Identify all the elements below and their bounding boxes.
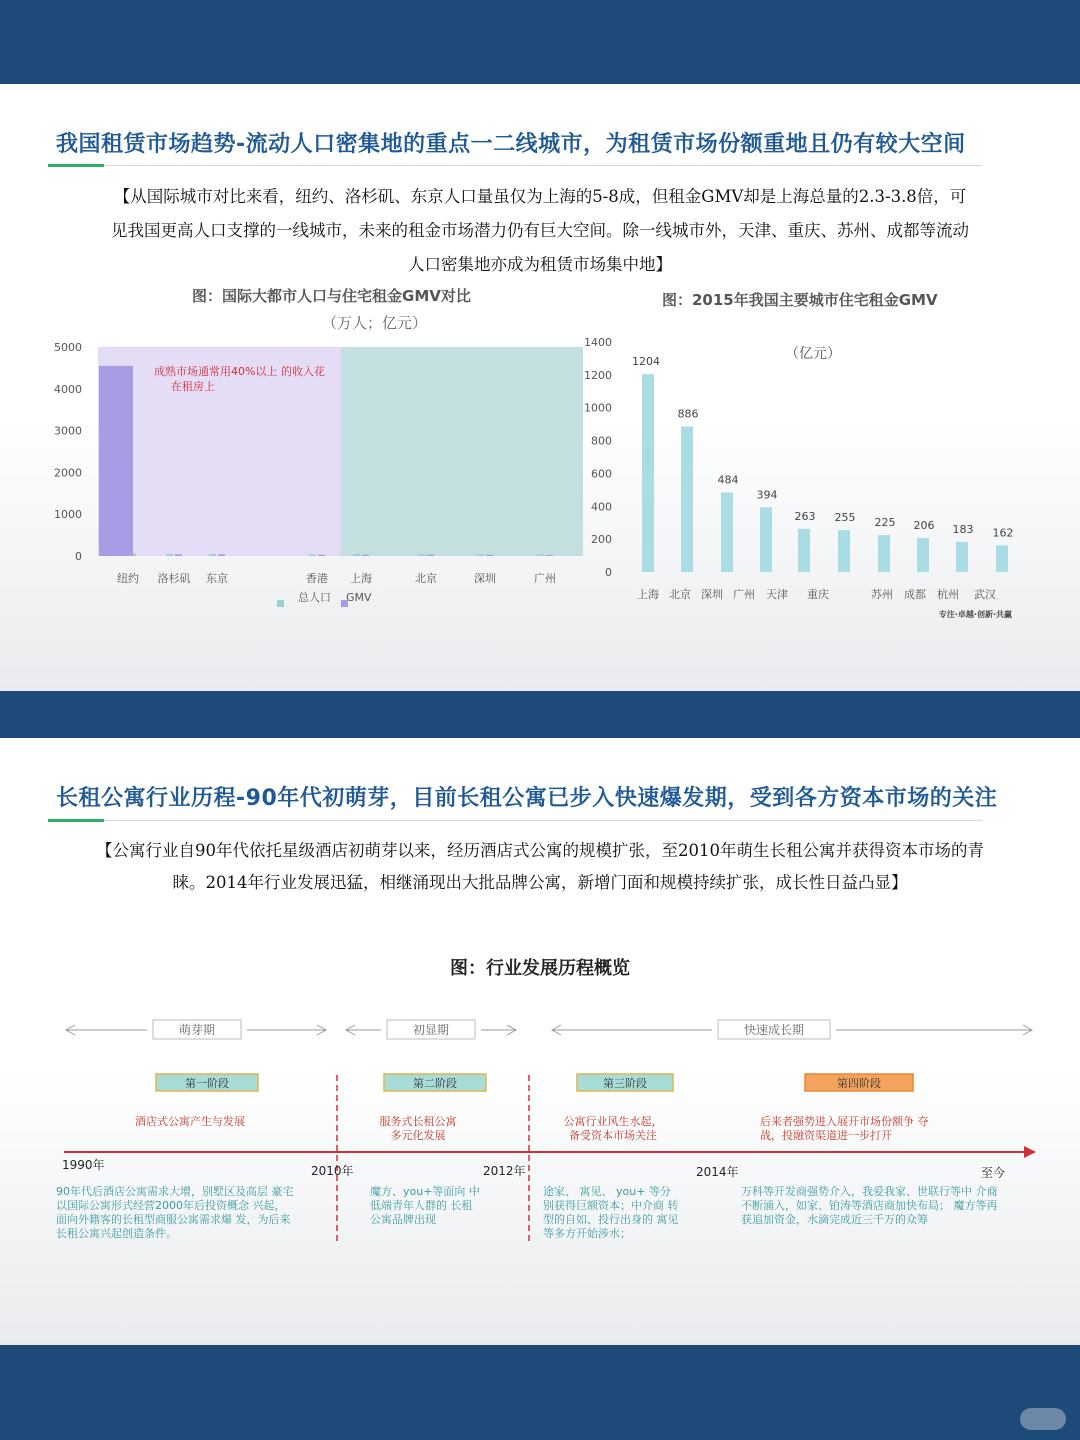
data-label: 1204 [632,355,660,369]
left-chart-caption: 图：国际大都市人口与住宅租金GMV对比 [192,287,471,305]
x-tick-label: 成都 [904,588,926,601]
bar-population [309,554,316,556]
x-tick-label: 上海 [350,572,372,585]
slide2-summary [40,835,1040,899]
y-tick-label: 0 [75,550,82,563]
x-tick-label: 纽约 [117,572,139,585]
slide1-title-rule [48,165,982,166]
stage-detail: 长租公寓兴起创造条件。 [56,1227,177,1240]
chart-unit-label: （亿元） [785,346,841,362]
slide1-summary-line3: 人口密集地亦成为租赁市场集中地】 [408,255,672,274]
x-tick-label: 天津 [766,588,788,601]
stage-detail: 等多方开始涉水； [543,1227,631,1240]
timeline-year: 至今 [981,1166,1006,1180]
period-label: 初显期 [412,1023,450,1037]
bar-population [477,554,484,556]
left-chart-subcaption: （万人；亿元） [322,314,428,332]
international-city-chart [0,330,620,620]
bar-population [418,554,425,556]
middle-band [0,691,1080,738]
stage-detail: 以国际公寓形式经营2000年后投资概念 兴起， [56,1199,286,1212]
slide2-summary-line1: 【公寓行业自90年代依托星级酒店初萌芽以来，经历酒店式公寓的规模扩张，至2010年萌生长租公寓并获得资本市场的青 [96,841,984,860]
slide1-title: 我国租赁市场趋势-流动人口密集地的重点一二线城市，为租赁市场份额重地且仍有较大空间 [56,132,966,157]
industry-timeline-diagram [0,1005,1080,1255]
legend-swatch-population [277,600,284,607]
stage-detail: 途家、 寓见、 you+ 等分 [543,1185,671,1198]
top-band [0,0,1080,84]
timeline-year: 1990年 [62,1158,105,1172]
y-tick-label: 5000 [54,341,82,354]
bar-gmv [546,555,553,556]
bar-gmv [99,366,133,556]
x-tick-label: 武汉 [974,588,996,601]
bar-gmv [318,555,325,556]
stage-detail: 获追加资金，水滴完成近三千万的众筹 [741,1213,928,1226]
stage-label: 第四阶段 [837,1077,881,1090]
slide1-summary [40,180,1040,282]
watermark-logo [1020,1408,1066,1430]
stage-detail: 万科等开发商强势介入，我爱我家、世联行等中 介商 [741,1185,998,1198]
x-tick-label: 广州 [733,588,755,601]
y2-tick-label: 200 [591,533,612,547]
x-tick-label: 北京 [415,572,437,585]
data-label: 162 [992,526,1014,540]
stage-label: 第一阶段 [185,1077,229,1090]
stage-label: 第二阶段 [413,1077,457,1090]
bar-city-gmv [956,542,968,572]
data-label: 225 [874,516,896,530]
y-tick-label: 3000 [54,424,82,438]
stage-detail: 90年代后酒店公寓需求大增，别墅区及高层 豪宅 [56,1185,294,1198]
stage-detail: 魔方、you+等面向 中 [370,1185,480,1198]
bar-city-gmv [681,426,693,572]
main-timeline-arrowhead [1024,1146,1036,1158]
stage-description: 酒店式公寓产生与发展 [135,1115,245,1128]
stage-detail: 面向外籍客的长租型商服公寓需求爆 发，为后来 [56,1213,291,1226]
stage-detail: 低端青年人群的 长租 [370,1199,473,1212]
bottom-band [0,1345,1080,1440]
y-tick-label: 4000 [54,382,82,396]
bar-city-gmv [760,507,772,572]
period-label: 快速成长期 [743,1023,805,1037]
slide1-summary-line2: 见我国更高人口支撑的一线城市，未来的租金市场潜力仍有巨大空间。除一线城市外，天津、重庆、苏州、成都等流动 [111,221,969,240]
bar-city-gmv [917,538,929,572]
x-tick-label: 东京 [206,572,228,585]
x-tick-label: 深圳 [474,572,496,585]
period-label: 萌芽期 [178,1023,216,1037]
y2-tick-label: 400 [591,500,612,514]
y2-tick-label: 0 [605,566,612,579]
y2-tick-label: 1000 [584,401,612,415]
bar-city-gmv [838,530,850,572]
bar-population [166,554,173,556]
bar-city-gmv [721,492,733,572]
bar-city-gmv [878,535,890,572]
slide2-title-accent [48,819,104,822]
data-label: 183 [952,522,974,536]
x-tick-label: 重庆 [807,588,829,601]
x-tick-label: 洛杉矶 [157,572,191,585]
chart-annotation-line1: 成熟市场通常用40%以上 的收入花 [154,365,325,378]
slide1-summary-line1: 【从国际城市对比来看，纽约、洛杉矶、东京人口量虽仅为上海的5-8成，但租金GMV却是上海总量的2.3-3.8倍，可 [113,187,967,206]
bar-city-gmv [798,529,810,572]
footer-tag: 专注·卓越·创新·共赢 [938,610,1012,619]
bar-population [133,553,136,556]
x-tick-label: 苏州 [871,588,893,601]
data-label: 886 [677,407,699,421]
stage-description: 备受资本市场关注 [569,1129,657,1142]
shaded-region-chinese-cities [341,347,583,556]
data-label: 206 [913,519,935,533]
y2-tick-label: 1400 [584,336,612,349]
y-tick-label: 1000 [54,508,82,522]
stage-description: 战，投融资渠道进一步打开 [760,1129,892,1142]
y2-tick-label: 600 [591,467,612,481]
bar-gmv [427,555,434,556]
shaded-region-mature-markets [98,347,341,556]
bar-gmv [362,555,369,556]
stage-detail: 型的自如、投行出身的 寓见 [543,1213,679,1226]
data-label: 394 [756,488,778,502]
x-tick-label: 深圳 [701,588,723,601]
chart-annotation-line2: 在租房上 [171,380,215,393]
slide1-title-accent [48,164,104,167]
x-tick-label: 北京 [669,588,691,601]
data-label: 484 [717,473,739,487]
bar-city-gmv [642,374,654,572]
x-tick-label: 上海 [637,588,659,601]
y2-tick-label: 1200 [584,368,612,382]
bar-population [353,554,360,556]
stage-description: 公寓行业风生水起， [563,1115,663,1128]
timeline-year: 2012年 [483,1164,526,1178]
data-label: 263 [794,509,816,523]
stage-label: 第三阶段 [603,1077,647,1090]
bar-population [537,554,544,556]
slide2-summary-line2: 睐。2014年行业发展迅猛，相继涌现出大批品牌公寓，新增门面和规模持续扩张，成长性日益凸显】 [172,873,908,892]
stage-detail: 不断涌入，如家、铂涛等酒店商加快布局； 魔方等再 [741,1199,998,1212]
stage-detail: 公寓品牌出现 [370,1213,436,1226]
y-tick-label: 2000 [54,466,82,480]
bar-population [209,554,216,556]
timeline-year: 2014年 [696,1165,739,1179]
stage-description: 多元化发展 [390,1129,446,1142]
timeline-caption: 图：行业发展历程概览 [450,958,630,979]
x-tick-label: 香港 [306,572,328,585]
legend-label-population: 总人口 [298,591,331,604]
bar-city-gmv [996,545,1008,572]
stage-detail: 别获得巨额资本；中介商 转 [543,1199,679,1212]
y2-tick-label: 800 [591,434,612,448]
x-tick-label: 广州 [534,572,556,585]
slide2-title-rule [48,820,982,821]
timeline-year: 2010年 [311,1164,354,1178]
stage-description: 服务式长租公寓 [379,1115,457,1128]
stage-description: 后来者强势进入展开市场份额争 夺 [760,1115,929,1128]
x-tick-label: 杭州 [937,588,959,601]
bar-gmv [218,554,225,556]
legend-label-gmv: GMV [346,591,372,604]
bar-gmv [175,554,182,556]
china-city-gmv-chart [580,330,1040,630]
slide2-title: 长租公寓行业历程-90年代初萌芽，目前长租公寓已步入快速爆发期，受到各方资本市场的关注 [56,786,998,811]
right-chart-caption: 图：2015年我国主要城市住宅租金GMV [662,291,938,309]
data-label: 255 [834,511,856,525]
bar-gmv [486,555,493,556]
